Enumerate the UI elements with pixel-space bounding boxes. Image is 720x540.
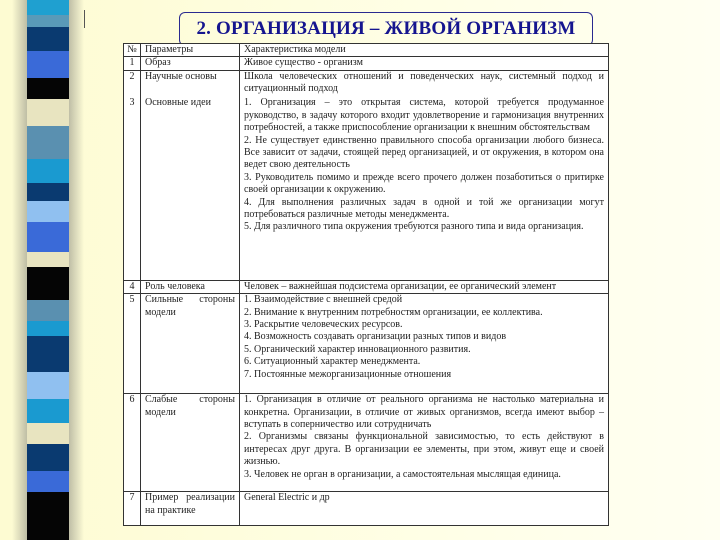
stripe: [27, 183, 69, 201]
row-number: 5: [124, 294, 141, 394]
decorative-stripe-bar: [27, 0, 69, 540]
characteristic-line: 2. Внимание к внутренним потребностям организации, ее коллектива.: [244, 306, 543, 318]
row-parameter: Сильные стороны модели: [141, 294, 240, 394]
table-row: [124, 492, 609, 526]
stripe: [27, 222, 69, 252]
row-parameter: Пример реализации на практике: [141, 492, 240, 526]
characteristic-line: 4. Для выполнения различных задач в одной и той же организации могут потребоваться различные методы менеджмента.: [244, 196, 604, 220]
stripe: [27, 444, 69, 471]
table-row: [124, 57, 609, 70]
table-header: [124, 44, 609, 57]
characteristic-line: 6. Ситуационный характер менеджмента.: [244, 356, 421, 368]
stripe: [27, 99, 69, 126]
characteristic-line: 3. Человек не орган в организации, а самостоятельная мыслящая единица.: [244, 468, 561, 480]
model-table: [123, 43, 609, 526]
characteristic-line: General Electric и др: [244, 492, 330, 504]
row-number: 1: [124, 57, 141, 70]
characteristic-line: 4. Возможность создавать организации разных типов и видов: [244, 331, 507, 343]
stripe: [27, 300, 69, 321]
divider: [84, 10, 85, 28]
stripe: [27, 252, 69, 267]
row-number: 3: [124, 97, 141, 280]
stripe: [27, 267, 69, 300]
row-characteristic: [240, 70, 609, 97]
table-row: [124, 70, 609, 97]
row-number: 7: [124, 492, 141, 526]
stripe: [27, 0, 69, 15]
stripe: [27, 336, 69, 372]
stripe: [27, 399, 69, 423]
table-row: [124, 97, 609, 280]
stripe: [27, 372, 69, 399]
characteristic-line: Школа человеческих отношений и поведенческих наук, системный подход и ситуационный подход: [244, 70, 604, 95]
characteristic-line: 1. Организация в отличие от реального организма не настолько материальна и конкретна. Организации, в отличие от живых организмов, всегда имеют выбор – вступать в соперничество или сотрудничать: [244, 394, 604, 431]
characteristic-line: 2. Не существует единственно правильного способа организации любого бизнеса. Все зависит от задачи, стоящей перед организацией, и от окружения, в котором она ведет свою деятельность: [244, 134, 604, 171]
row-characteristic: [240, 394, 609, 492]
row-parameter: Научные основы: [141, 70, 240, 97]
row-number: 4: [124, 280, 141, 293]
stripe: [27, 321, 69, 336]
row-characteristic: [240, 492, 609, 526]
stripe: [27, 492, 69, 540]
row-parameter: Роль человека: [141, 280, 240, 293]
characteristic-line: Живое существо - организм: [244, 57, 363, 69]
stripe: [27, 78, 69, 99]
row-characteristic: [240, 294, 609, 394]
row-number: 6: [124, 394, 141, 492]
row-parameter: Слабые стороны модели: [141, 394, 240, 492]
characteristic-line: 1. Организация – это открытая система, которой требуется продуманное руководство, в задачу которого входит удовлетворение и гармонизация внутренних потребностей, а также приспособление организации к внешним обстоятельствам: [244, 97, 604, 134]
slide-title: 2. ОРГАНИЗАЦИЯ – ЖИВОЙ ОРГАНИЗМ: [179, 12, 593, 46]
header-number: №: [124, 44, 141, 57]
table-row: [124, 280, 609, 293]
row-parameter: Основные идеи: [141, 97, 240, 280]
characteristic-line: 1. Взаимодействие с внешней средой: [244, 294, 403, 306]
row-number: 2: [124, 70, 141, 97]
row-characteristic: [240, 97, 609, 280]
characteristic-line: 2. Организмы связаны функциональной зависимостью, то есть действуют в интересах друг друга. В организации ее элементы, при этом, живут еще и своей жизнью.: [244, 431, 604, 468]
stripe: [27, 423, 69, 444]
table-row: [124, 394, 609, 492]
row-parameter: Образ: [141, 57, 240, 70]
stripe: [27, 126, 69, 159]
stripe: [27, 159, 69, 183]
characteristic-line: 5. Органический характер инновационного развития.: [244, 343, 471, 355]
row-characteristic: [240, 280, 609, 293]
header-parameters: Параметры: [141, 44, 240, 57]
characteristic-line: 5. Для различного типа окружения требуются разного типа и вида организация.: [244, 221, 584, 233]
header-characteristics: Характеристика модели: [240, 44, 609, 57]
stripe: [27, 201, 69, 222]
stripe: [27, 471, 69, 492]
stripe: [27, 15, 69, 27]
characteristic-line: Человек – важнейшая подсистема организации, ее органический элемент: [244, 280, 557, 292]
characteristic-line: 7. Постоянные межорганизационные отношения: [244, 368, 452, 380]
characteristic-line: 3. Руководитель помимо и прежде всего прочего должен позаботиться о притирке своей организации к окружению.: [244, 171, 604, 196]
table-row: [124, 294, 609, 394]
stripe: [27, 51, 69, 78]
characteristic-line: 3. Раскрытие человеческих ресурсов.: [244, 319, 403, 331]
row-characteristic: [240, 57, 609, 70]
stripe: [27, 27, 69, 51]
